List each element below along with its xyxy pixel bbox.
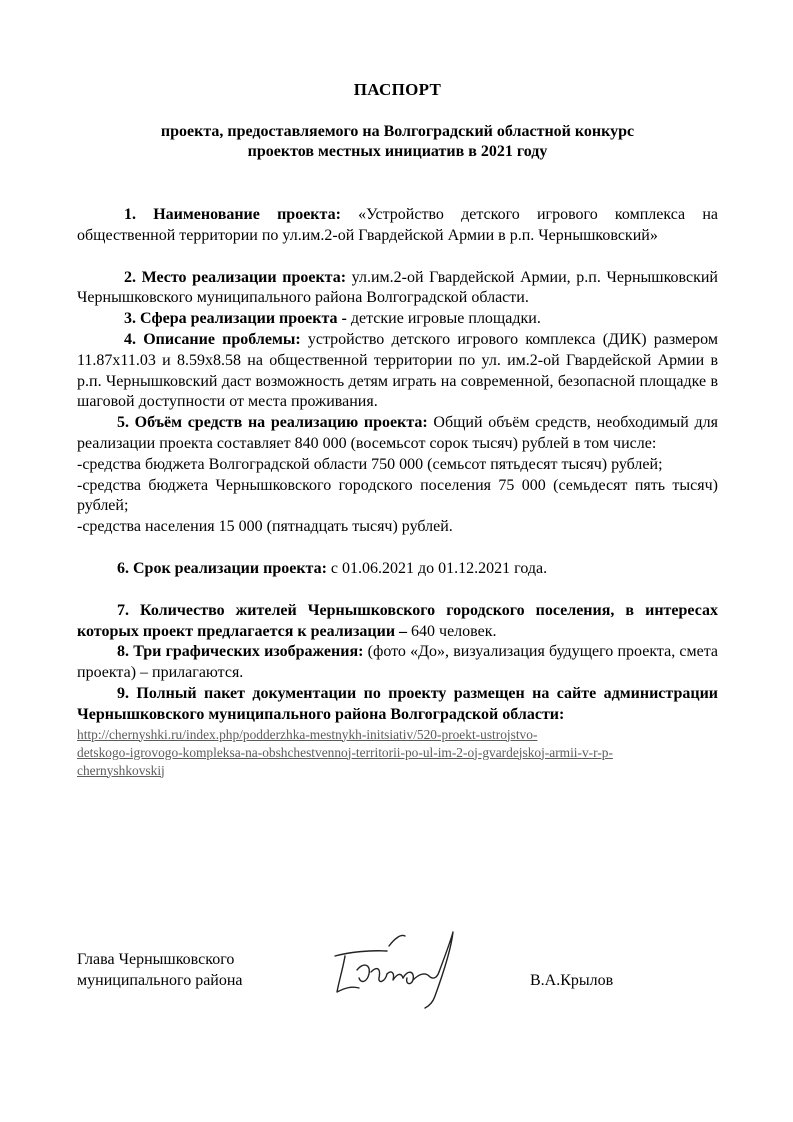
section-3-text: детские игровые площадки. (346, 310, 541, 328)
section-5-text: Общий объём средств, необходимый для реализации проекта составляет 840 000 (восемьсот сорок тысяч) рублей в том числе: (77, 414, 718, 452)
section-5-item-residents: -средства населения 15 000 (пятнадцать тысяч) рублей. (77, 518, 453, 536)
section-9-url-line-1[interactable]: http://chernyshki.ru/index.php/podderzhka-mestnykh-initsiativ/520-proekt-ustrojstvo- (77, 726, 538, 742)
subtitle-line-1: проекта, предоставляемого на Волгоградский областной конкурс (160, 123, 635, 140)
section-6-label: 6. Срок реализации проекта: (117, 559, 327, 577)
section-8-images (77, 642, 718, 684)
section-1-label: 1. Наименование проекта: (124, 206, 341, 223)
section-6-text: с 01.06.2021 до 01.12.2021 года. (326, 559, 548, 577)
section-1-project-name (77, 205, 718, 247)
section-5-funding (77, 413, 718, 455)
section-6-timeline (77, 559, 718, 580)
signatory-position-line-2: муниципального района (77, 971, 243, 989)
section-3-sphere (77, 309, 718, 330)
section-8-label: 8. Три графических изображения: (117, 643, 364, 661)
section-5-item-local-budget: -средства бюджета Чернышковского городского поселения 75 000 (семьдесят пять тысяч) рублей; (77, 476, 718, 515)
section-5-label: 5. Объём средств на реализацию проекта: (117, 414, 428, 432)
subtitle-line-2: проектов местных инициатив в 2021 году (247, 143, 548, 160)
section-7-residents (77, 601, 718, 643)
section-8-text: (фото «До», визуализация будущего проекта, смета проекта) – прилагаются. (77, 643, 719, 682)
section-5-item-regional-budget: -средства бюджета Волгоградской области 750 000 (семьсот пятьдесят тысяч) рублей; (77, 455, 663, 473)
section-7-text: 640 человек. (407, 622, 497, 640)
section-9-url-line-3[interactable]: chernyshkovskij (77, 762, 165, 778)
section-3-label: 3. Сфера реализации проекта - (124, 310, 347, 328)
handwritten-signature-icon (325, 926, 475, 1012)
document-page (77, 0, 718, 1122)
signature-block (77, 950, 718, 1020)
signatory-position (77, 950, 243, 992)
section-9-link[interactable] (77, 726, 718, 780)
signatory-position-line-1: Глава Чернышковского (77, 951, 235, 968)
section-9-url-line-2[interactable]: detskogo-igrovogo-kompleksa-na-obshchestvennoj-territorii-po-ul-im-2-oj-gvardejskoj-armii-v-r-p- (77, 744, 613, 760)
section-9-documentation (77, 684, 718, 726)
section-4-problem (77, 330, 718, 413)
section-7-label: 7. Количество жителей Чернышковского городского поселения, в интересах которых проект предлагается к реализации – (77, 601, 718, 640)
document-subtitle (77, 122, 718, 162)
section-4-text: устройство детского игрового комплекса (ДИК) размером 11.87x11.03 и 8.59x8.58 на общественной территории по ул. им.2-ой Гвардейской Армии в р.п. Чернышковский даст возможность детям играть на современной, безопасной площадке в шаговой доступности от места проживания. (77, 330, 718, 411)
section-9-label: 9. Полный пакет документации по проекту размещен на сайте администрации Чернышковского муниципального района Волгоградской области: (77, 684, 718, 723)
section-2-label: 2. Место реализации проекта: (124, 268, 347, 286)
section-4-label: 4. Описание проблемы: (124, 330, 301, 348)
signatory-name: В.А.Крылов (530, 972, 614, 989)
document-title: ПАСПОРТ (353, 80, 442, 99)
section-1-text: «Устройство детского игрового комплекса на общественной территории по ул.им.2-ой Гвардейской Армии в р.п. Чернышковский» (77, 206, 718, 244)
document-body (77, 205, 718, 780)
section-2-location (77, 268, 718, 310)
section-2-text: ул.им.2-ой Гвардейской Армии, р.п. Чернышковский Чернышковского муниципального района Волгоградской области. (77, 268, 718, 307)
